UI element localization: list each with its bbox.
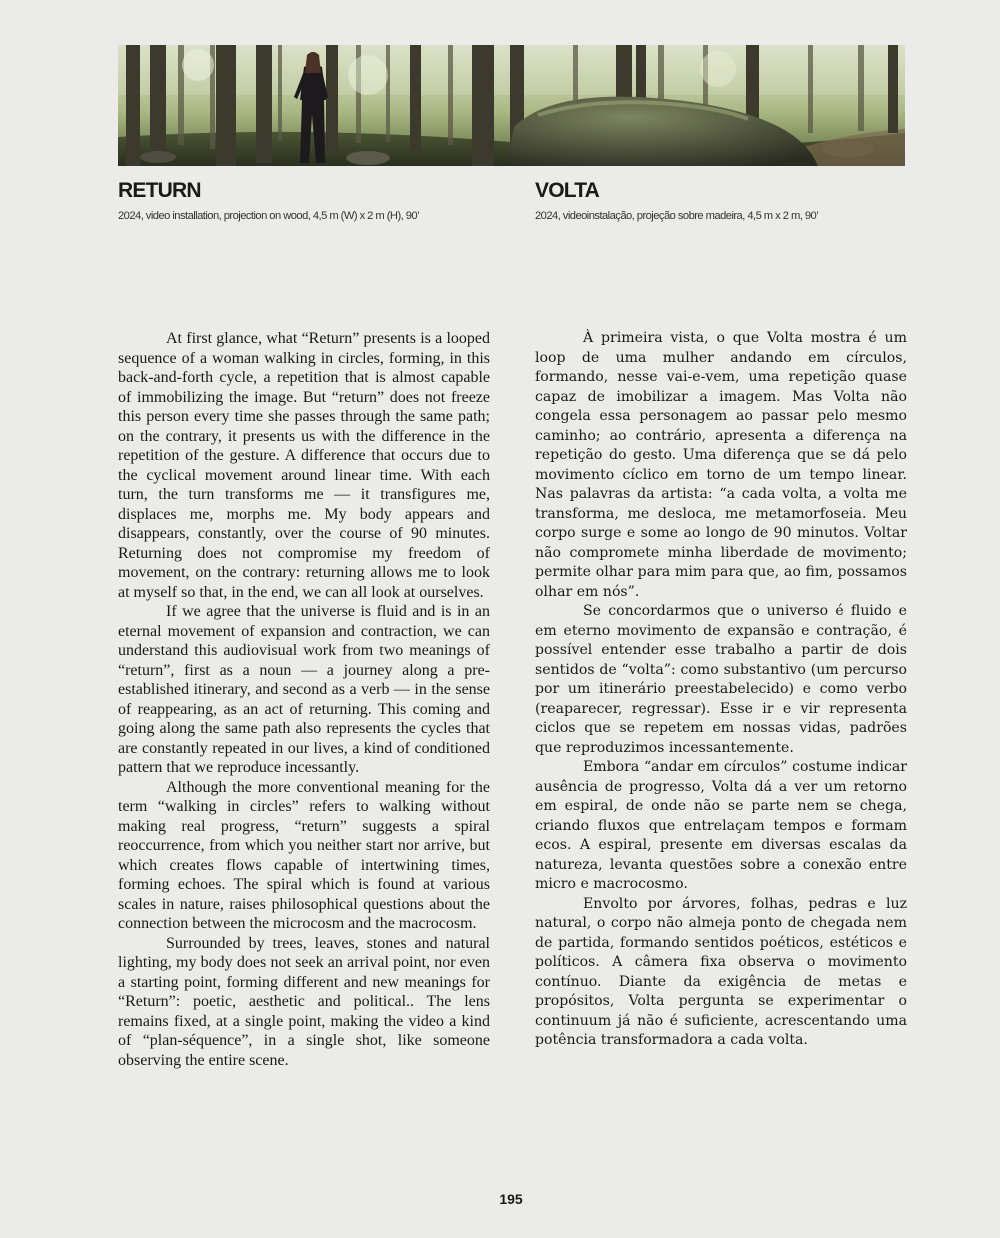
work-title-english: RETURN bbox=[118, 179, 201, 202]
paragraph: Surrounded by trees, leaves, stones and natural lighting, my body does not seek an arrival point, nor even a starting point, forming different and new meanings for “Return”: poetic, aesthetic and political.. The lens remains fixed, at a single point, making the video a kind of “plan-séquence”, in a single shot, like someone observing the entire scene. bbox=[118, 934, 490, 1069]
text-column-english bbox=[118, 329, 490, 1070]
paragraph: Embora “andar em círculos” costume indicar ausência de progresso, Volta dá a ver um retorno em espiral, de onde não se parte nem se chega, criando fluxos que entrelaçam tempos e formam ecos. A espiral, presente em diversas escalas da natureza, levanta questões sobre a conexão entre micro e macrocosmo. bbox=[535, 759, 907, 892]
header-portuguese bbox=[535, 178, 907, 222]
header-english bbox=[118, 178, 490, 222]
page-number: 195 bbox=[499, 1191, 523, 1207]
paragraph: If we agree that the universe is fluid and is in an eternal movement of expansion and contraction, we can understand this audiovisual work from two meanings of “return”, first as a noun — a journey along a pre-established itinerary, and second as a verb — in the sense of reappearing, as an act of returning. This coming and going along the same path also represents the cycles that are constantly repeated in our lives, a kind of conditioned pattern that we reproduce incessantly. bbox=[118, 603, 490, 776]
paragraph: À primeira vista, o que Volta mostra é um loop de uma mulher andando em círculos, formando, nesse vai-e-vem, uma repetição quase capaz de imobilizar a imagem. Mas Volta não congela essa personagem ao passar pelo mesmo caminho; ao contrário, apresenta a diferença na repetição do gesto. Uma diferença que se dá pelo movimento cíclico em torno de um tempo linear. Nas palavras da artista: “a cada volta, a volta me transforma, me desloca, me metamorfoseia. Meu corpo surge e some ao longo de 90 minutos. Voltar não compromete minha liberdade de movimento; permite olhar para mim para que, ao fim, possamos olhar em nós”. bbox=[535, 330, 907, 600]
paragraph: Envolto por árvores, folhas, pedras e luz natural, o corpo não almeja ponto de chegada nem de partida, formando sentidos poéticos, estéticos e políticos. A câmera fixa observa o movimento contínuo. Diante da exigência de metas e propósitos, Volta pergunta se experimentar o continuum já não é suficiente, acrescentando uma potência transformadora a cada volta. bbox=[535, 895, 907, 1048]
work-details-portuguese: 2024, videoinstalação, projeção sobre madeira, 4,5 m x 2 m, 90’ bbox=[535, 210, 819, 222]
text-column-portuguese bbox=[535, 329, 907, 1051]
forest-banner-photo bbox=[118, 45, 905, 166]
work-details-english: 2024, video installation, projection on wood, 4,5 m (W) x 2 m (H), 90’ bbox=[118, 210, 420, 222]
forest-photo bbox=[118, 45, 905, 166]
paragraph: Although the more conventional meaning for the term “walking in circles” refers to walking without making real progress, “return” suggests a spiral reoccurrence, from which you neither start nor arrive, but which creates flows capable of intertwining times, forming echoes. The spiral which is found at various scales in nature, raises philosophical questions about the connection between the microcosm and the macrocosm. bbox=[118, 778, 490, 932]
work-title-portuguese: VOLTA bbox=[535, 179, 600, 202]
paragraph: At first glance, what “Return” presents is a looped sequence of a woman walking in circles, forming, in this back-and-forth cycle, a repetition that is almost capable of immobilizing the image. But “return” does not freeze this person every time she passes through the same path; on the contrary, it presents us with the difference in the repetition of the gesture. A difference that occurs due to the cyclical movement around linear time. With each turn, the turn transforms me — it transfigures me, displaces me, morphs me. My body appears and disappears, constantly, over the course of 90 minutes. Returning does not compromise my freedom of movement, on the contrary: returning allows me to look at myself so that, in the end, we can all look at ourselves. bbox=[118, 330, 490, 601]
paragraph: Se concordarmos que o universo é fluido e em eterno movimento de expansão e contração, é possível entender esse trabalho a partir de dois sentidos de “volta”: como substantivo (um percurso por um itinerário preestabelecido) e como verbo (reaparecer, regressar). Esse ir e vir representa ciclos que se repetem em nossas vidas, padrões que reproduzimos incessantemente. bbox=[535, 603, 907, 756]
